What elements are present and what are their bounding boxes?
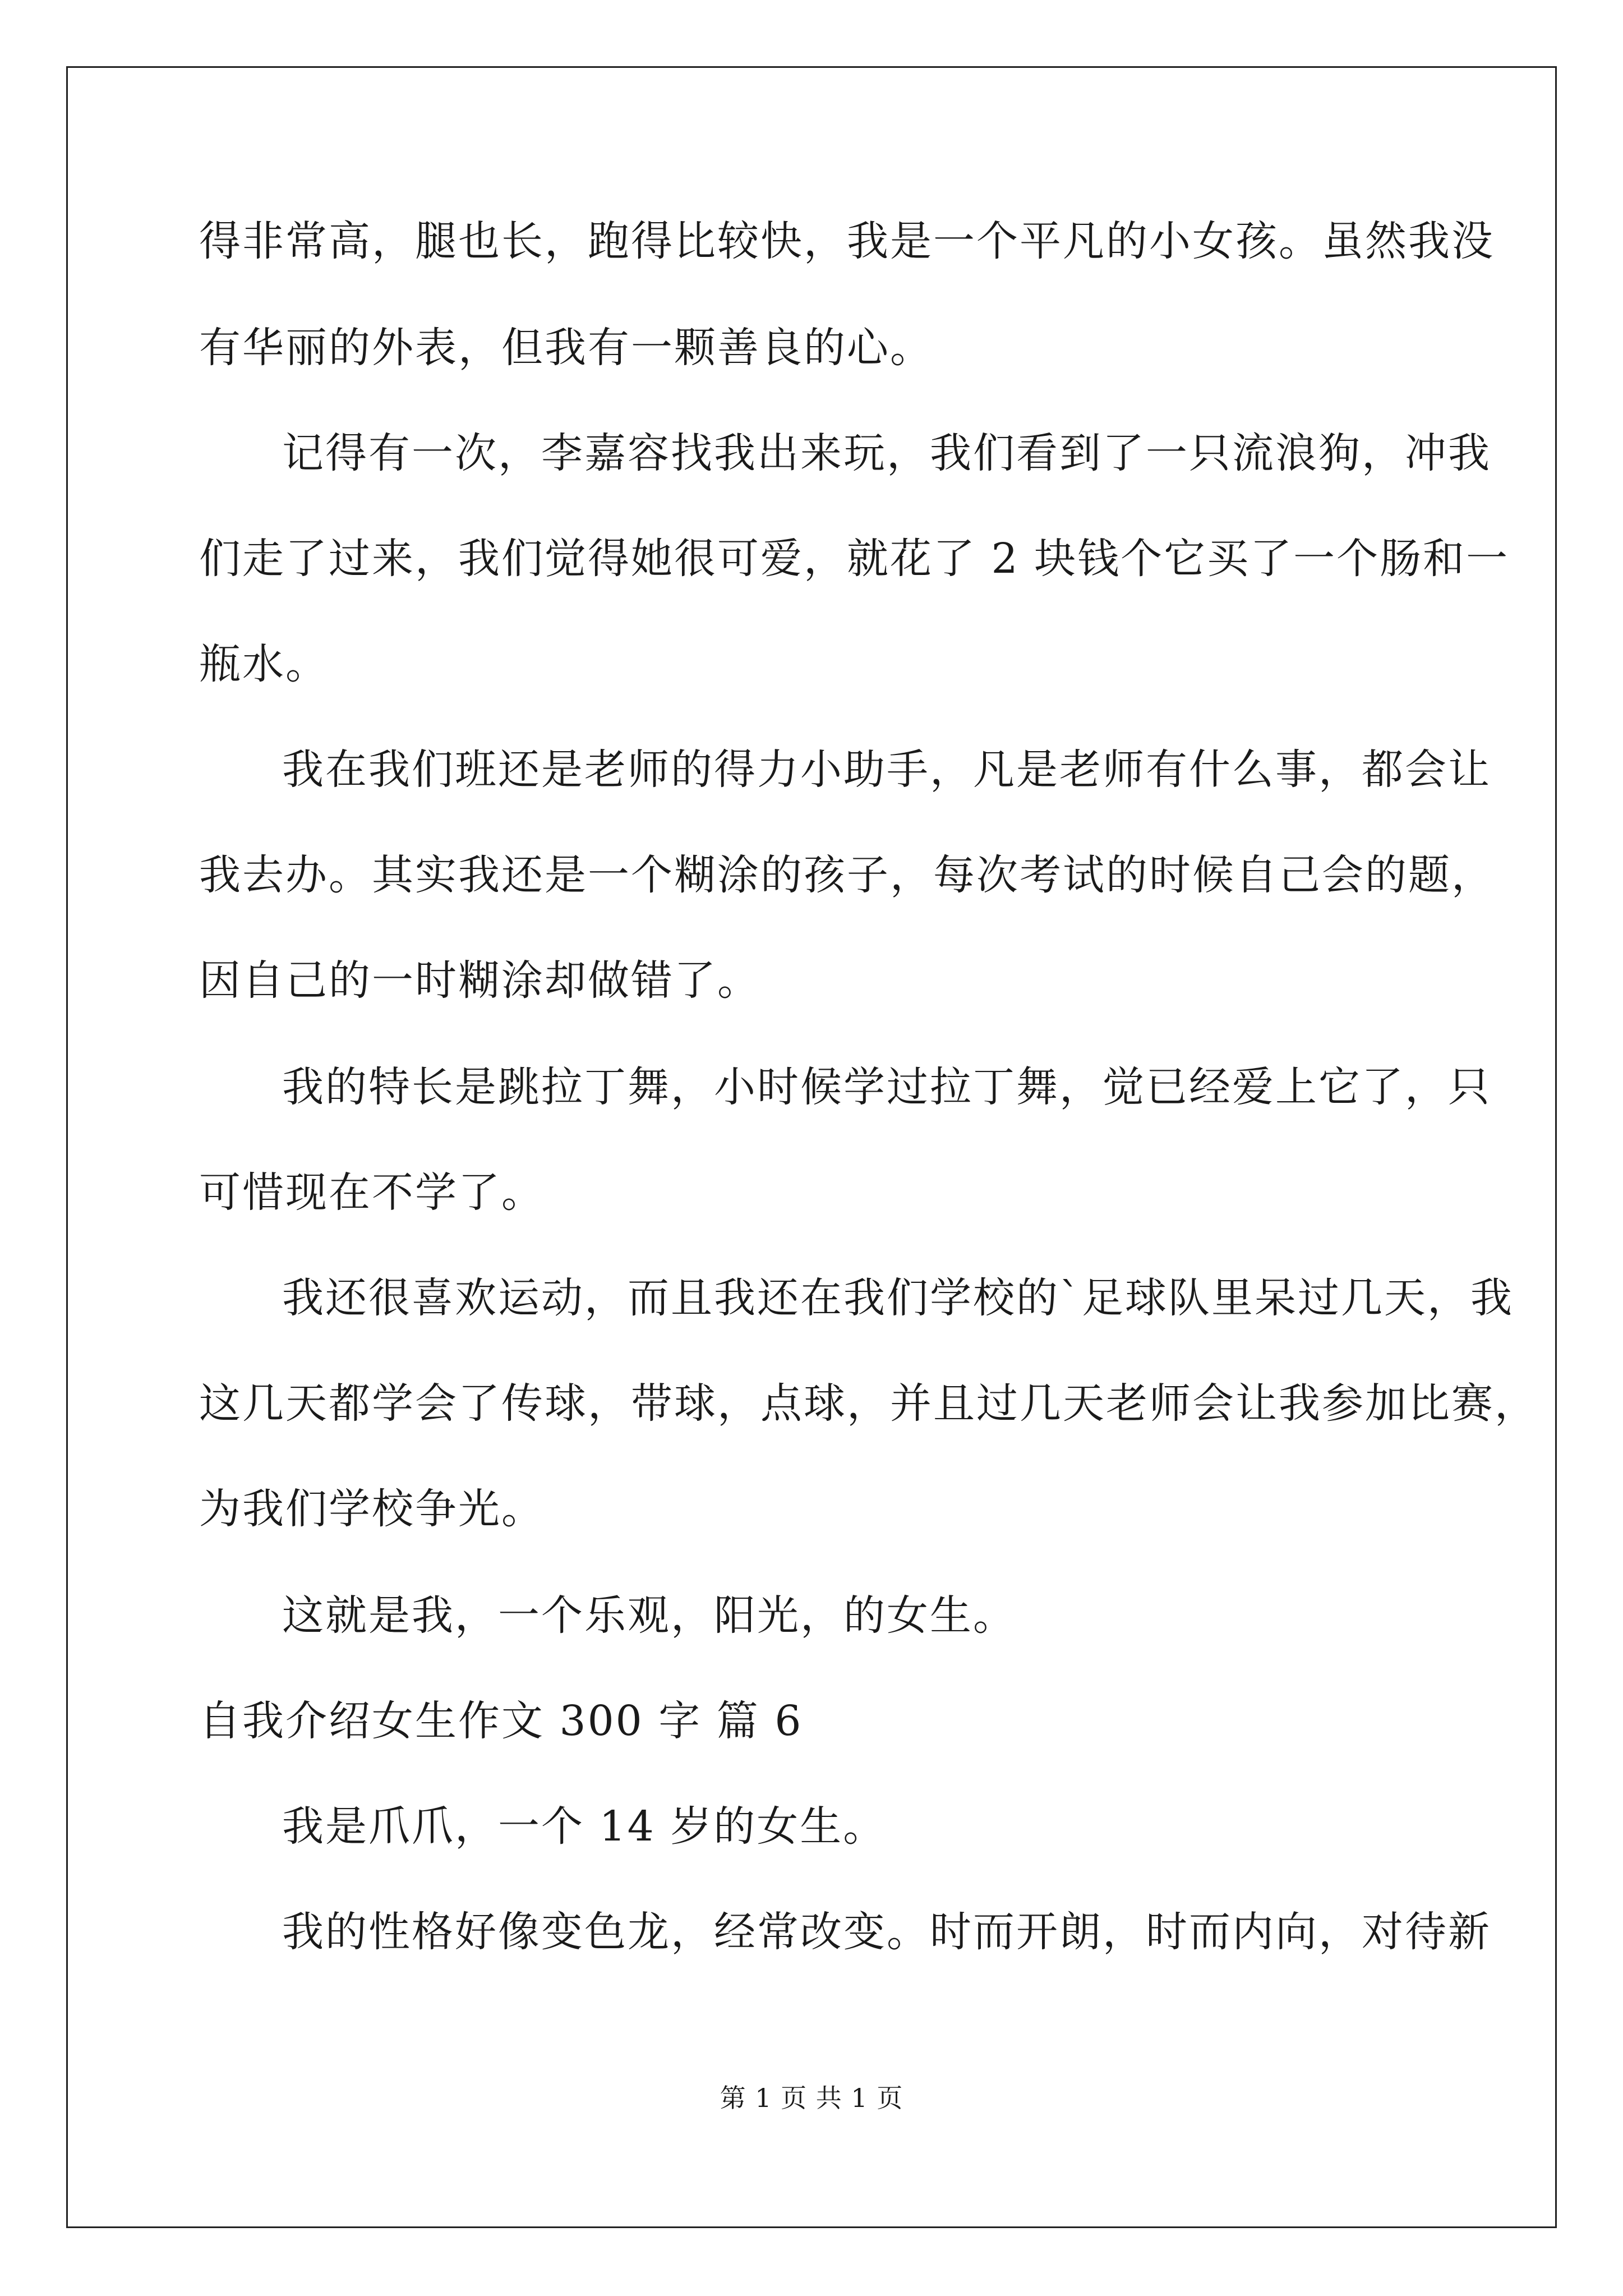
text-line: 瓶水。 — [199, 640, 329, 688]
text-line: 这几天都学会了传球，带球，点球，并且过几天老师会让我参加比赛， — [199, 1379, 1538, 1428]
paragraph-start: 我在我们班还是老师的得力小助手，凡是老师有什么事，都会让 — [282, 746, 1491, 794]
text-line: 因自己的一时糊涂却做错了。 — [199, 956, 760, 1005]
text-line: 我去办。其实我还是一个糊涂的孩子，每次考试的时候自己会的题， — [199, 851, 1495, 899]
section-heading: 自我介绍女生作文 300 字 篇 6 — [199, 1697, 803, 1745]
text-line: 得非常高，腿也长，跑得比较快，我是一个平凡的小女孩。虽然我没 — [199, 217, 1495, 265]
text-line: 们走了过来，我们觉得她很可爱，就花了 2 块钱个它买了一个肠和一 — [199, 535, 1510, 583]
paragraph-start: 我还很喜欢运动，而且我还在我们学校的`足球队里呆过几天，我 — [282, 1274, 1514, 1322]
paragraph-start: 我的特长是跳拉丁舞，小时候学过拉丁舞，觉已经爱上它了，只 — [282, 1063, 1491, 1111]
paragraph-start: 我是爪爪，一个 14 岁的女生。 — [282, 1802, 887, 1851]
text-line: 为我们学校争光。 — [199, 1485, 545, 1533]
paragraph-start: 记得有一次，李嘉容找我出来玩，我们看到了一只流浪狗，冲我 — [282, 429, 1491, 477]
paragraph-start: 我的性格好像变色龙，经常改变。时而开朗，时而内向，对待新 — [282, 1908, 1491, 1956]
paragraph-start: 这就是我，一个乐观，阳光，的女生。 — [282, 1591, 1016, 1640]
text-line: 有华丽的外表，但我有一颗善良的心。 — [199, 324, 933, 372]
page-footer: 第 1 页 共 1 页 — [720, 2083, 903, 2113]
text-line: 可惜现在不学了。 — [199, 1168, 545, 1217]
